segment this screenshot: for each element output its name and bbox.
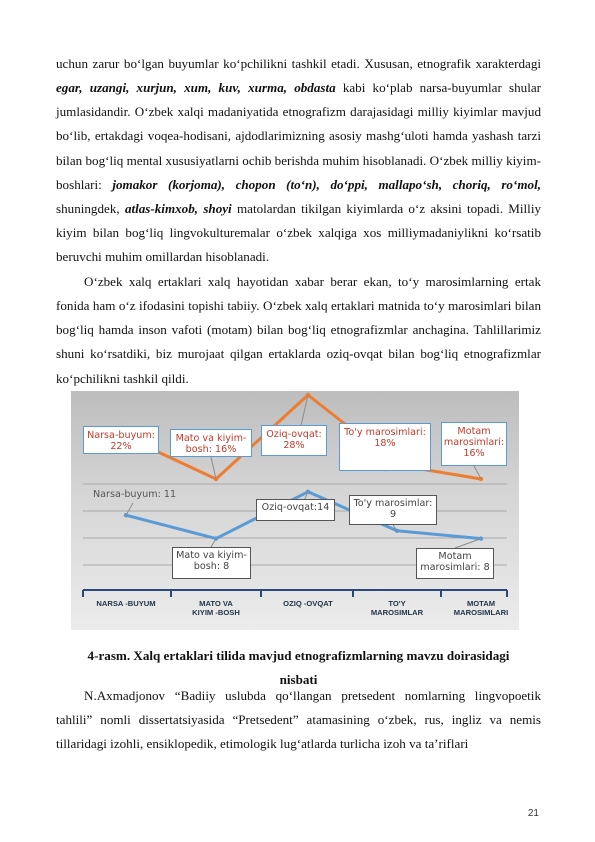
count-leader-line: [211, 539, 216, 547]
percent-label-text: bosh: 16%: [185, 444, 237, 455]
count-point: [214, 536, 218, 540]
x-tick-label-text: MATO VA: [199, 599, 233, 608]
p1-text-1: uchun zarur bo‘lgan buyumlar ko‘pchilikni tashkil etadi. Xususan, etnografik xarakterdagi: [56, 56, 541, 71]
percent-label-text: Motam: [457, 426, 491, 437]
count-label-text: Mato va kiyim-: [176, 550, 247, 561]
x-tick-label: [436, 599, 519, 617]
percent-label-text: Narsa-buyum:: [87, 430, 155, 441]
paragraph-1: [56, 52, 541, 269]
caption-line-2: nisbati: [279, 672, 318, 687]
percent-label-text: marosimlari:: [443, 437, 505, 448]
count-label: Narsa-buyum: 11: [93, 489, 177, 500]
x-tick-label-text: TO'Y: [388, 599, 406, 608]
percent-label-text: To'y marosimlari:: [344, 427, 426, 438]
p1-emphasis-3: atlas-kimxob, shoyi: [124, 200, 232, 216]
x-tick-label-text: KIYIM -BOSH: [192, 608, 240, 617]
percent-label-text: 22%: [110, 441, 132, 452]
percent-label-text: Oziq-ovqat:: [266, 429, 322, 440]
p1-text-4: matolardan tikilgan kiyimlarda o‘z aksini topadi. Milliy kiyim bilan bog‘liq lingvokulturemalar o‘zbek xalqiga xos milliymadaniylikni ko‘rsatib beruvchi muhim omillardan hisoblanadi.: [56, 200, 542, 265]
count-label: [172, 547, 251, 579]
count-label: [349, 495, 437, 525]
percent-label-text: 18%: [374, 438, 396, 449]
caption-line-1: 4-rasm. Xalq ertaklari tilida mavjud etnografizmlarning mavzu doirasidagi: [87, 648, 510, 663]
p1-text-2: kabi ko‘plab narsa-buyumlar shular jumlasidandir. O‘zbek xalqi madaniyatida etnografizm darajasidagi milliy kiyimlar mavjud bo‘lib, ertakdagi voqea-hodisani, ajdodlarimizning asosiy mashg‘uloti hamda yashash tarzi bilan bog‘liq mental xususiyatlarni ochib berishda muhim hisoblanadi. O‘zbek milliy kiyim-boshlari:: [56, 80, 541, 192]
count-point: [124, 513, 128, 517]
percent-label-text: 16%: [463, 448, 485, 459]
count-leader-line: [455, 539, 481, 548]
count-label-text: 9: [389, 509, 397, 520]
x-tick-label: [352, 599, 442, 617]
percent-label: [170, 429, 252, 457]
count-label-text: Oziq-ovqat:14: [261, 502, 330, 513]
x-tick-label-text: OZIQ -OVQAT: [283, 599, 333, 608]
percent-label: [261, 425, 327, 456]
count-label: [256, 499, 335, 521]
p1-text-3: shuningdek,: [56, 200, 125, 216]
percent-label-text: 28%: [283, 440, 305, 451]
count-label-text: Motam: [438, 551, 472, 562]
x-tick-label-text: MOTAM: [466, 599, 496, 608]
x-tick-label: [263, 599, 353, 608]
count-label-text: marosimlari: 8: [420, 562, 490, 573]
count-leader-line: [126, 503, 133, 515]
figure-chart: [71, 391, 519, 630]
paragraph-2: O‘zbek xalq ertaklari xalq hayotidan xabar berar ekan, to‘y marosimlarning ertak fonida ham o‘z ifodasini topishi tabiiy. O‘zbek xalq ertaklari matnida to‘y marosimlari bilan bog‘liq hamda inson vafoti (motam) bilan bog‘liq etnografizmlar anchagina. Tahlillarimiz shuni ko‘rsatdiki, biz murojaat qilgan ertaklarda oziq-ovqat bilan bog‘liq etnografizmlar ko‘pchilikni tashkil qildi.: [56, 274, 541, 386]
page-number: 21: [527, 808, 539, 819]
count-point: [479, 536, 483, 540]
x-tick-label-text: MAROSIMLAR: [370, 608, 424, 617]
x-tick-label: [171, 599, 261, 617]
count-label-text: To'y marosimlar:: [353, 498, 433, 509]
p1-emphasis-1: egar, uzangi, xurjun, xum, kuv, xurma, obdasta: [56, 80, 336, 96]
x-tick-label: [81, 599, 171, 608]
percent-label-text: Mato va kiyim-: [175, 433, 247, 444]
percent-label: [441, 422, 507, 466]
percent-label: [339, 423, 431, 471]
paragraph-3: N.Axmadjonov “Badiiy uslubda qo‘llangan pretsedent nomlarning lingvopoetik tahlili” nomli dissertatsiyasida “Pretsedent” atamasining o‘zbek, rus, ingliz va nemis tillaridagi izohli, ensiklopedik, etimologik lug‘atlarda turlicha izoh va ta’riflari: [56, 688, 541, 752]
p1-emphasis-2: jomakor (korjoma), chopon (to‘n), do‘ppi, mallapo‘sh, choriq, ro‘mol,: [112, 176, 541, 192]
count-label-text: bosh: 8: [193, 561, 230, 572]
count-point: [306, 490, 310, 494]
count-label: [416, 548, 494, 579]
percent-label: [83, 426, 159, 454]
x-tick-label-text: MAROSIMLARI: [453, 608, 509, 617]
x-tick-label-text: NARSA -BUYUM: [96, 599, 156, 608]
